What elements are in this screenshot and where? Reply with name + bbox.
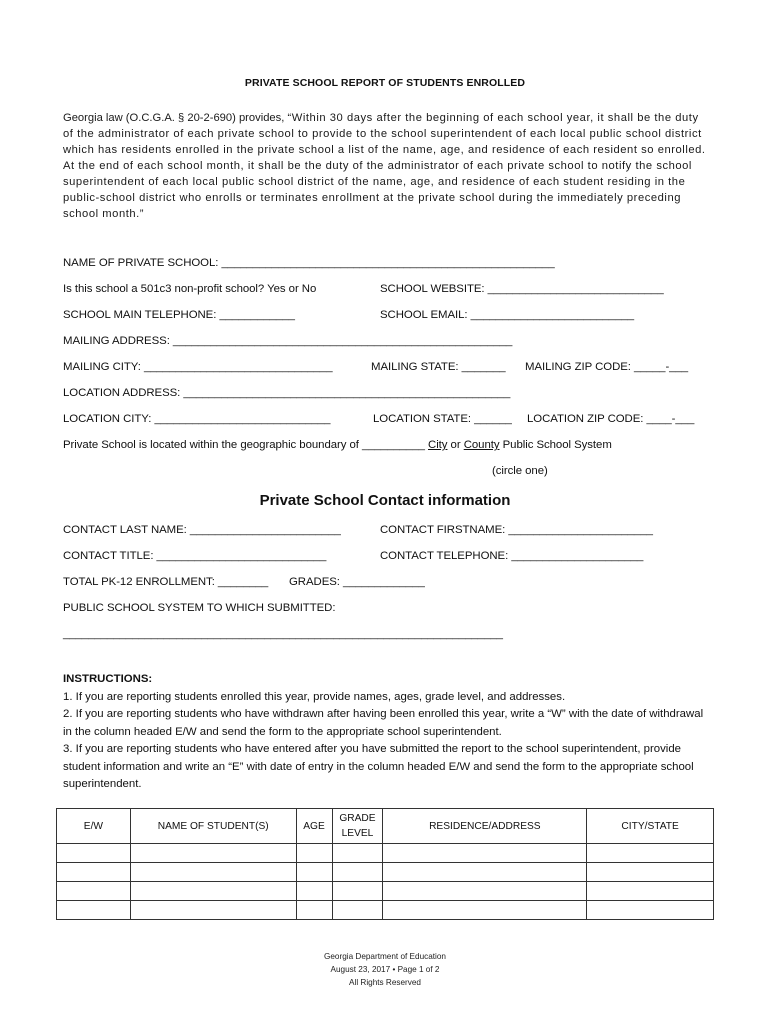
table-cell[interactable]: [57, 882, 131, 901]
field-mailing-address[interactable]: MAILING ADDRESS: ______________________________________________________: [63, 335, 513, 347]
table-cell[interactable]: [296, 863, 332, 882]
field-location-state[interactable]: LOCATION STATE: ______: [373, 413, 512, 425]
field-school-website[interactable]: SCHOOL WEBSITE: ____________________________: [380, 283, 664, 295]
table-cell[interactable]: [296, 844, 332, 863]
instructions-heading: INSTRUCTIONS:: [63, 673, 153, 685]
table-cell[interactable]: [383, 882, 587, 901]
table-cell[interactable]: [332, 882, 383, 901]
table-cell[interactable]: [130, 882, 296, 901]
field-school-email[interactable]: SCHOOL EMAIL: __________________________: [380, 309, 635, 321]
table-header-row: [57, 809, 714, 844]
field-main-telephone[interactable]: SCHOOL MAIN TELEPHONE: ____________: [63, 309, 295, 321]
footer-date-page: August 23, 2017 • Page 1 of 2: [330, 965, 440, 974]
table-row: [57, 863, 714, 882]
boundary-county-option[interactable]: County: [463, 439, 500, 451]
instruction-item-3: 3. If you are reporting students who have entered after you have submitted the report to the school superintendent, provide student information and write an “E” with date of entry in the column headed E/W and send the form to the appropriate school superintendent.: [63, 743, 694, 790]
field-boundary[interactable]: [63, 439, 612, 451]
field-grades[interactable]: GRADES: _____________: [289, 576, 425, 588]
boundary-city-option[interactable]: City: [428, 439, 448, 451]
form-title: PRIVATE SCHOOL REPORT OF STUDENTS ENROLLED: [244, 77, 526, 89]
field-submitted-to-label: PUBLIC SCHOOL SYSTEM TO WHICH SUBMITTED:: [63, 602, 336, 614]
field-mailing-zip[interactable]: MAILING ZIP CODE: _____-___: [525, 361, 689, 373]
field-contact-first-name[interactable]: CONTACT FIRSTNAME: _______________________: [380, 524, 653, 536]
field-location-address[interactable]: LOCATION ADDRESS: ____________________________________________________: [63, 387, 511, 399]
boundary-suffix: Public School System: [499, 439, 612, 451]
footer-rights: All Rights Reserved: [349, 978, 421, 987]
field-total-enrollment[interactable]: TOTAL PK-12 ENROLLMENT: ________: [63, 576, 269, 588]
table-row: [57, 901, 714, 920]
table-cell[interactable]: [296, 901, 332, 920]
table-cell[interactable]: [130, 863, 296, 882]
field-contact-last-name[interactable]: CONTACT LAST NAME: ________________________: [63, 524, 341, 536]
instruction-item-2: 2. If you are reporting students who have withdrawn after having been enrolled this year, write a “W” with the date of withdrawal in the column headed E/W and send the form to the appropriate school superintendent.: [63, 708, 704, 738]
intro-quote: “Within 30 days after the beginning of each school year, it shall be the duty of the administrator of each private school to provide to the school superintendent of each local public school district which has residents enrolled in the private school a list of the name, age, and residence of each resident so enrolled. At the end of each school month, it shall be the duty of the administrator of each private school to notify the school superintendent of each local public school district of the name, age, and residence of each student residing in the public-school district who enrolls or terminates enrollment at the private school during the immediately preceding school month.”: [63, 112, 706, 220]
table-cell[interactable]: [383, 844, 587, 863]
contact-heading: Private School Contact information: [259, 492, 511, 509]
col-header-grade-level: GRADE LEVEL: [332, 809, 383, 844]
field-501c3[interactable]: Is this school a 501c3 non-profit school? Yes or No: [63, 283, 317, 295]
table-cell[interactable]: [587, 882, 714, 901]
field-mailing-state[interactable]: MAILING STATE: _______: [371, 361, 506, 373]
col-header-residence: RESIDENCE/ADDRESS: [383, 809, 587, 844]
student-report-table: [56, 808, 714, 920]
table-cell[interactable]: [332, 863, 383, 882]
table-cell[interactable]: [130, 901, 296, 920]
table-cell[interactable]: [587, 844, 714, 863]
intro-lead: Georgia law (O.C.G.A. § 20-2-690) provides,: [63, 112, 288, 124]
col-header-city-state: CITY/STATE: [587, 809, 714, 844]
table-cell[interactable]: [57, 863, 131, 882]
table-cell[interactable]: [332, 844, 383, 863]
field-location-city[interactable]: LOCATION CITY: ____________________________: [63, 413, 331, 425]
field-mailing-city[interactable]: MAILING CITY: ______________________________: [63, 361, 333, 373]
table-cell[interactable]: [296, 882, 332, 901]
table-row: [57, 882, 714, 901]
intro-paragraph: [63, 110, 711, 222]
instructions: [63, 671, 711, 794]
table-cell[interactable]: [587, 901, 714, 920]
col-header-name: NAME OF STUDENT(S): [130, 809, 296, 844]
col-header-age: AGE: [296, 809, 332, 844]
col-header-ew: E/W: [57, 809, 131, 844]
circle-one-note: (circle one): [492, 465, 548, 477]
field-contact-telephone[interactable]: CONTACT TELEPHONE: _____________________: [380, 550, 644, 562]
table-cell[interactable]: [332, 901, 383, 920]
table-cell[interactable]: [383, 901, 587, 920]
page-footer: [0, 950, 770, 989]
field-location-zip[interactable]: LOCATION ZIP CODE: ____-___: [527, 413, 695, 425]
table-cell[interactable]: [587, 863, 714, 882]
table-cell[interactable]: [57, 844, 131, 863]
table-cell[interactable]: [130, 844, 296, 863]
table-row: [57, 844, 714, 863]
boundary-prefix: Private School is located within the geographic boundary of __________: [63, 439, 429, 451]
field-submitted-to[interactable]: ______________________________________________________________________: [63, 628, 503, 640]
boundary-or: or: [447, 439, 464, 451]
footer-org: Georgia Department of Education: [324, 952, 446, 961]
table-cell[interactable]: [383, 863, 587, 882]
field-contact-title[interactable]: CONTACT TITLE: ___________________________: [63, 550, 327, 562]
table-cell[interactable]: [57, 901, 131, 920]
field-name-of-school[interactable]: NAME OF PRIVATE SCHOOL: _____________________________________________________: [63, 257, 555, 269]
instruction-item-1: 1. If you are reporting students enrolled this year, provide names, ages, grade level, and addresses.: [63, 690, 566, 703]
